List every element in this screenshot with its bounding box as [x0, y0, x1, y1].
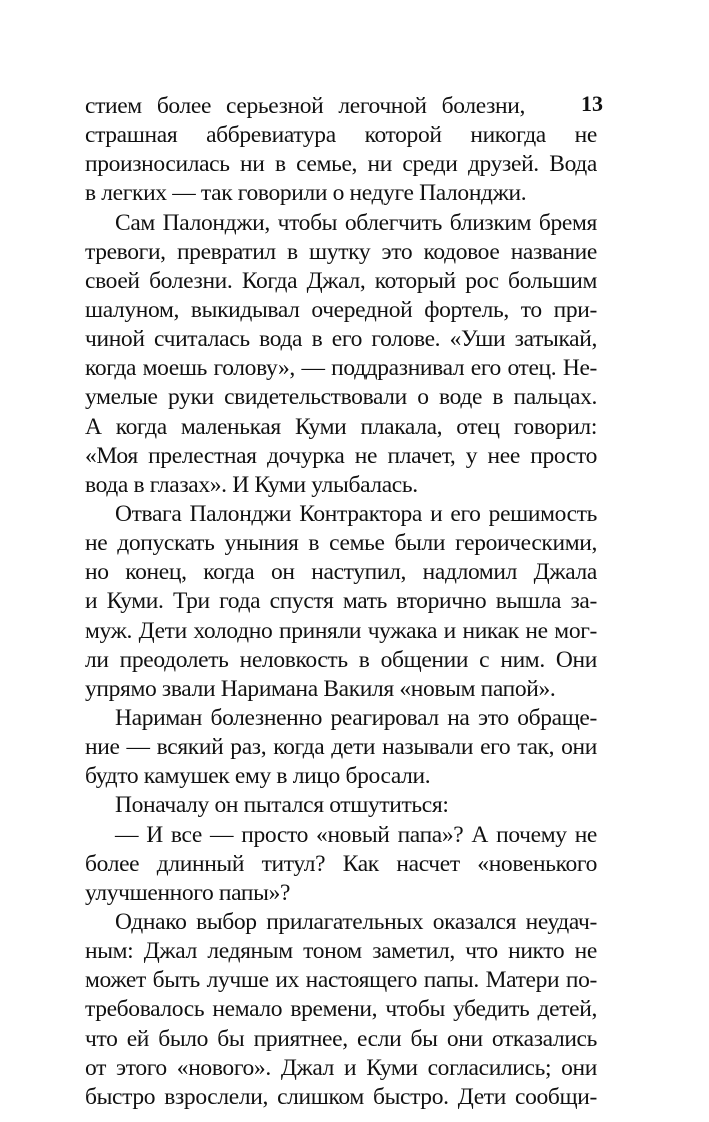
text-line: может быть лучше их настоящего папы. Матери по-	[85, 967, 597, 994]
text-line: улучшенного папы»?	[85, 879, 291, 906]
text-line: Отвага Палонджи Контрактора и его решимость	[115, 500, 597, 527]
text-line: в легких — так говорили о недуге Палонджи.	[85, 180, 527, 207]
text-line: ние — всякий раз, когда дети называли его так, они	[85, 734, 597, 761]
text-line: умелые руки свидетельствовали о воде в пальцах.	[85, 384, 597, 411]
text-line: ным: Джал ледяным тоном заметил, что никто не	[85, 938, 597, 965]
text-line: когда моешь голову», — поддразнивал его отец. Не-	[85, 355, 597, 382]
text-line: Поначалу он пытался отшутиться:	[115, 792, 449, 819]
text-line: Сам Палонджи, чтобы облегчить близким бремя	[115, 209, 597, 236]
text-line: чиной считалась вода в его голове. «Уши затыкай,	[85, 326, 597, 353]
text-line: ли преодолеть неловкость в общении с ним. Они	[85, 646, 597, 673]
text-line: требовалось немало времени, чтобы убедить детей,	[85, 996, 597, 1023]
text-line: упрямо звали Наримана Вакиля «новым папой».	[85, 675, 556, 702]
text-line: стием более серьезной легочной болезни,	[85, 93, 525, 119]
text-line: не допускать уныния в семье были героическими,	[85, 530, 597, 557]
text-line: произносилась ни в семье, ни среди друзей. Вода	[85, 151, 597, 178]
text-line: тревоги, превратил в шутку это кодовое название	[85, 238, 597, 265]
page-number: 13	[581, 91, 603, 116]
text-line: муж. Дети холодно приняли чужака и никак не мог-	[85, 617, 597, 644]
text-line: что ей было бы приятнее, если бы они отказались	[85, 1025, 597, 1052]
text-line: от этого «нового». Джал и Куми согласились; они	[85, 1054, 597, 1081]
text-line: шалуном, выкидывал очередной фортель, то при-	[85, 296, 597, 323]
text-line: Однако выбор прилагательных оказался неудач-	[115, 908, 597, 935]
text-line: страшная аббревиатура которой никогда не	[85, 122, 597, 149]
text-line: — И все — просто «новый папа»? А почему не	[115, 821, 597, 848]
text-line: своей болезни. Когда Джал, который рос большим	[85, 267, 597, 294]
text-line: Нариман болезненно реагировал на это обраще-	[115, 704, 597, 731]
text-line: но конец, когда он наступил, надломил Джала	[85, 559, 597, 586]
text-line: А когда маленькая Куми плакала, отец говорил:	[85, 413, 597, 440]
text-line: и Куми. Три года спустя мать вторично вышла за-	[85, 588, 597, 615]
text-line: «Моя прелестная дочурка не плачет, у нее просто	[85, 442, 597, 469]
text-line: будто камушек ему в лицо бросали.	[85, 763, 431, 790]
text-line: быстро взрослели, слишком быстро. Дети сообщи-	[85, 1083, 597, 1110]
text-line: вода в глазах». И Куми улыбалась.	[85, 471, 418, 498]
text-line: более длинный титул? Как насчет «новенького	[85, 850, 597, 877]
body-text	[85, 92, 597, 1112]
